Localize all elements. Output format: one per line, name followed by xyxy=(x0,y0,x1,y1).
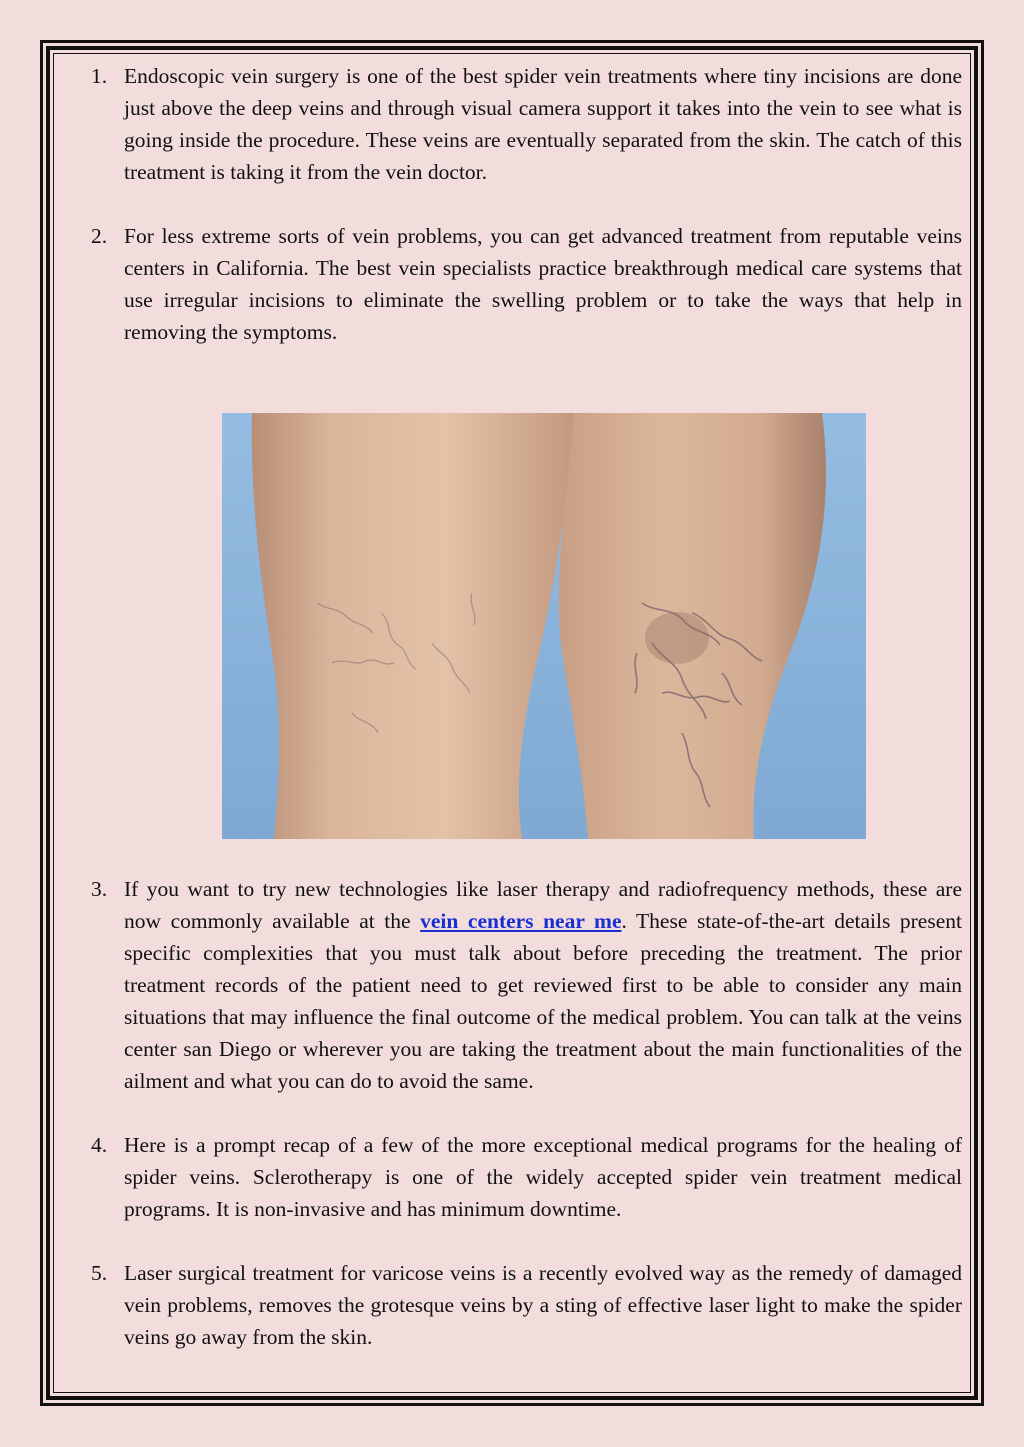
list-item xyxy=(88,1129,962,1225)
list-item-text: Laser surgical treatment for varicose veins is a recently evolved way as the remedy of damaged vein problems, removes the grotesque veins by a sting of effective laser light to make the spider veins go away from the skin. xyxy=(124,1261,962,1349)
list-item-text-before-link: If you want to try new technologies like laser therapy and radiofrequency methods, these are now commonly available at the xyxy=(124,877,962,933)
treatment-list-bottom xyxy=(88,873,962,1353)
list-item-number: 1. xyxy=(91,64,108,88)
list-item-text-after-link: . These state-of-the-art details present specific complexities that you must talk about before preceding the treatment. The prior treatment records of the patient need to get reviewed first to be able to consider any main situations that may influence the final outcome of the medical problem. You can talk at the veins center san Diego or wherever you are taking the treatment about the main functionalities of the ailment and what you can do to avoid the same. xyxy=(124,909,962,1093)
list-item xyxy=(88,1257,962,1353)
list-item-text: Here is a prompt recap of a few of the more exceptional medical programs for the healing of spider veins. Sclerotherapy is one of the widely accepted spider vein treatment medical programs. It is non-invasive and has minimum downtime. xyxy=(124,1133,962,1221)
list-item-text: Endoscopic vein surgery is one of the best spider vein treatments where tiny incisions are done just above the deep veins and through visual camera support it takes into the vein to see what is going inside the procedure. These veins are eventually separated from the skin. The catch of this treatment is taking it from the vein doctor. xyxy=(124,64,962,184)
list-item-number: 3. xyxy=(91,877,108,901)
list-spacer xyxy=(88,1097,962,1129)
list-item xyxy=(88,60,962,188)
treatment-list-top xyxy=(88,60,962,348)
list-item-number: 5. xyxy=(91,1261,108,1285)
list-item-number: 4. xyxy=(91,1133,108,1157)
list-spacer xyxy=(88,1225,962,1257)
knee-shadow xyxy=(645,612,709,664)
list-item-number: 2. xyxy=(91,224,108,248)
list-item xyxy=(88,220,962,348)
list-item xyxy=(88,873,962,1097)
list-item-text: For less extreme sorts of vein problems, you can get advanced treatment from reputable veins centers in California. The best vein specialists practice breakthrough medical care systems that use irregular incisions to eliminate the swelling problem or to take the ways that help in removing the symptoms. xyxy=(124,224,962,344)
legs-spider-veins-photo xyxy=(222,413,866,839)
vein-centers-link[interactable]: vein centers near me xyxy=(420,909,622,933)
list-spacer xyxy=(88,188,962,220)
